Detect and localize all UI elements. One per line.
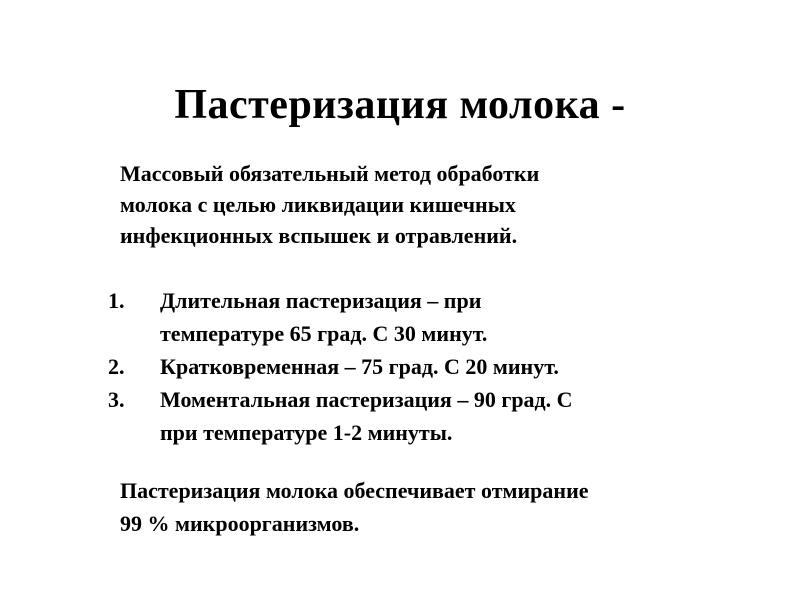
conclusion-paragraph [120, 474, 740, 540]
list-item-text: при температуре 1-2 минуты. [160, 420, 453, 445]
pasteurization-methods-list [108, 284, 728, 449]
list-item-number: 1. [108, 288, 125, 313]
list-item-text: Моментальная пастеризация – 90 град. С [160, 387, 573, 412]
conclusion-line: Пастеризация молока обеспечивает отмирание [120, 478, 589, 503]
list-item-text: температуре 65 град. С 30 минут. [160, 321, 488, 346]
intro-line: инфекционных вспышек и отравлений. [120, 223, 518, 248]
intro-line: Массовый обязательный метод обработки [120, 161, 540, 186]
conclusion-line: 99 % микроорганизмов. [120, 511, 360, 536]
list-item [108, 350, 728, 383]
list-item [108, 383, 728, 449]
slide-title: Пастеризация молока - [174, 82, 626, 128]
intro-line: молока с целью ликвидации кишечных [120, 192, 516, 217]
list-item-text: Кратковременная – 75 град. С 20 минут. [160, 354, 559, 379]
list-item-number: 3. [108, 387, 125, 412]
list-item-number: 2. [108, 354, 125, 379]
list-item-text: Длительная пастеризация – при [160, 288, 482, 313]
intro-paragraph [120, 158, 720, 251]
list-item [108, 284, 728, 350]
